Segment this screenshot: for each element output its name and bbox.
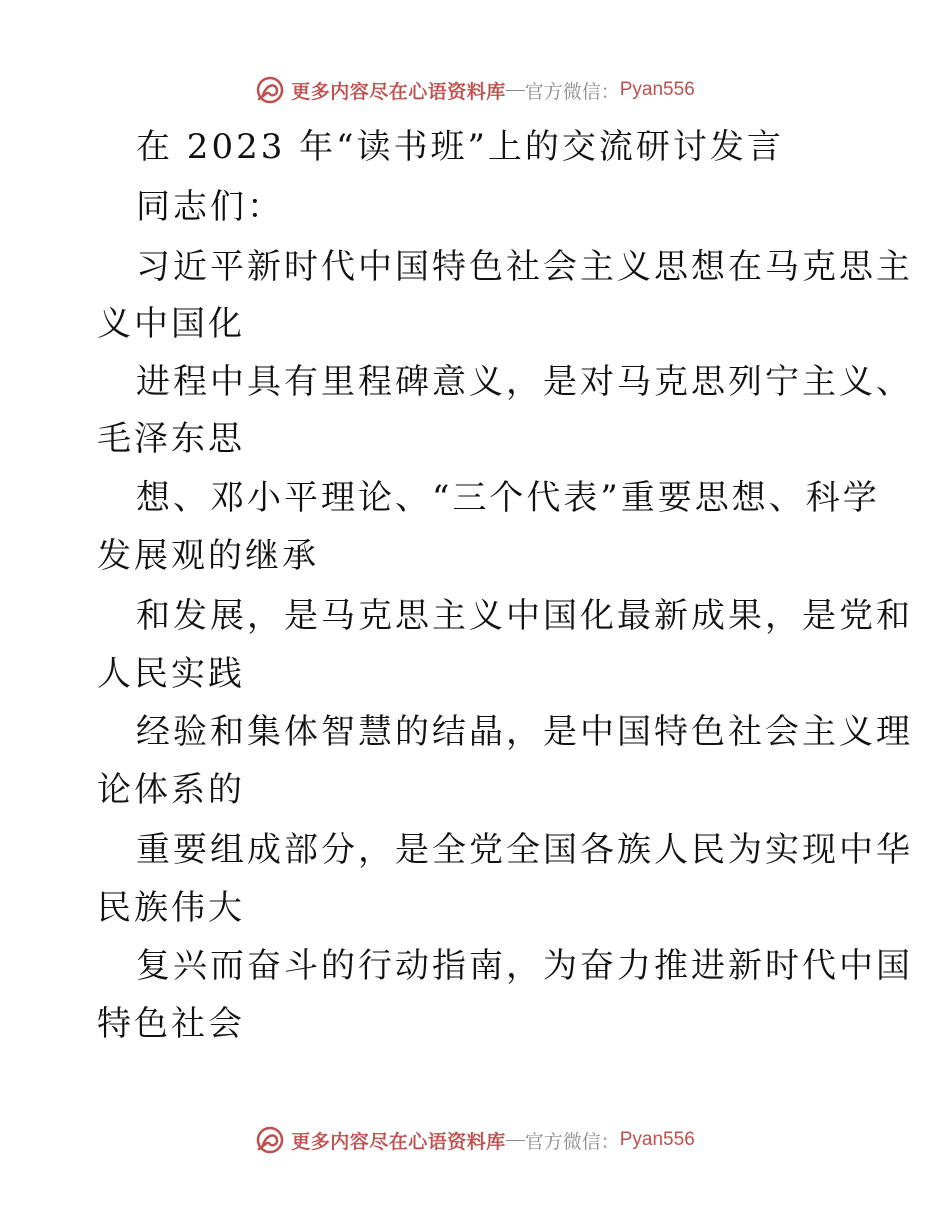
paragraph-line: 经验和集体智慧的结晶，是中国特色社会主义理 <box>136 712 913 752</box>
paragraph-line: 毛泽东思 <box>97 419 245 459</box>
swirl-logo-icon <box>255 1125 285 1155</box>
header-banner <box>0 72 950 108</box>
document-title: 在 2023 年“读书班”上的交流研讨发言 <box>136 127 784 167</box>
banner-wechat-id: Pyan556 <box>619 79 695 100</box>
paragraph-line: 想、邓小平理论、“三个代表”重要思想、科学 <box>136 478 880 518</box>
paragraph-line: 习近平新时代中国特色社会主义思想在马克思主 <box>136 247 913 287</box>
paragraph-line: 人民实践 <box>97 654 245 694</box>
footer-banner <box>0 1122 950 1158</box>
banner-wechat-label: 官方微信： <box>524 1131 620 1153</box>
banner-wechat-label: 官方微信： <box>524 81 620 103</box>
paragraph-line: 特色社会 <box>97 1004 245 1044</box>
banner-separator: — <box>505 1129 525 1150</box>
paragraph-line: 发展观的继承 <box>97 536 319 576</box>
banner-text: 更多内容尽在心语资料库 <box>291 1131 506 1153</box>
paragraph-line: 义中国化 <box>97 304 245 344</box>
paragraph-line: 复兴而奋斗的行动指南，为奋力推进新时代中国 <box>136 946 913 986</box>
banner-wechat-id: Pyan556 <box>619 1129 695 1150</box>
paragraph-line: 论体系的 <box>97 770 245 810</box>
banner-text: 更多内容尽在心语资料库 <box>291 81 506 103</box>
salutation: 同志们： <box>136 187 284 227</box>
paragraph-line: 民族伟大 <box>97 888 245 928</box>
paragraph-line: 进程中具有里程碑意义，是对马克思列宁主义、 <box>136 362 913 402</box>
paragraph-line: 和发展，是马克思主义中国化最新成果，是党和 <box>136 596 913 636</box>
swirl-logo-icon <box>255 75 285 105</box>
banner-separator: — <box>505 79 525 100</box>
paragraph-line: 重要组成部分，是全党全国各族人民为实现中华 <box>136 830 913 870</box>
